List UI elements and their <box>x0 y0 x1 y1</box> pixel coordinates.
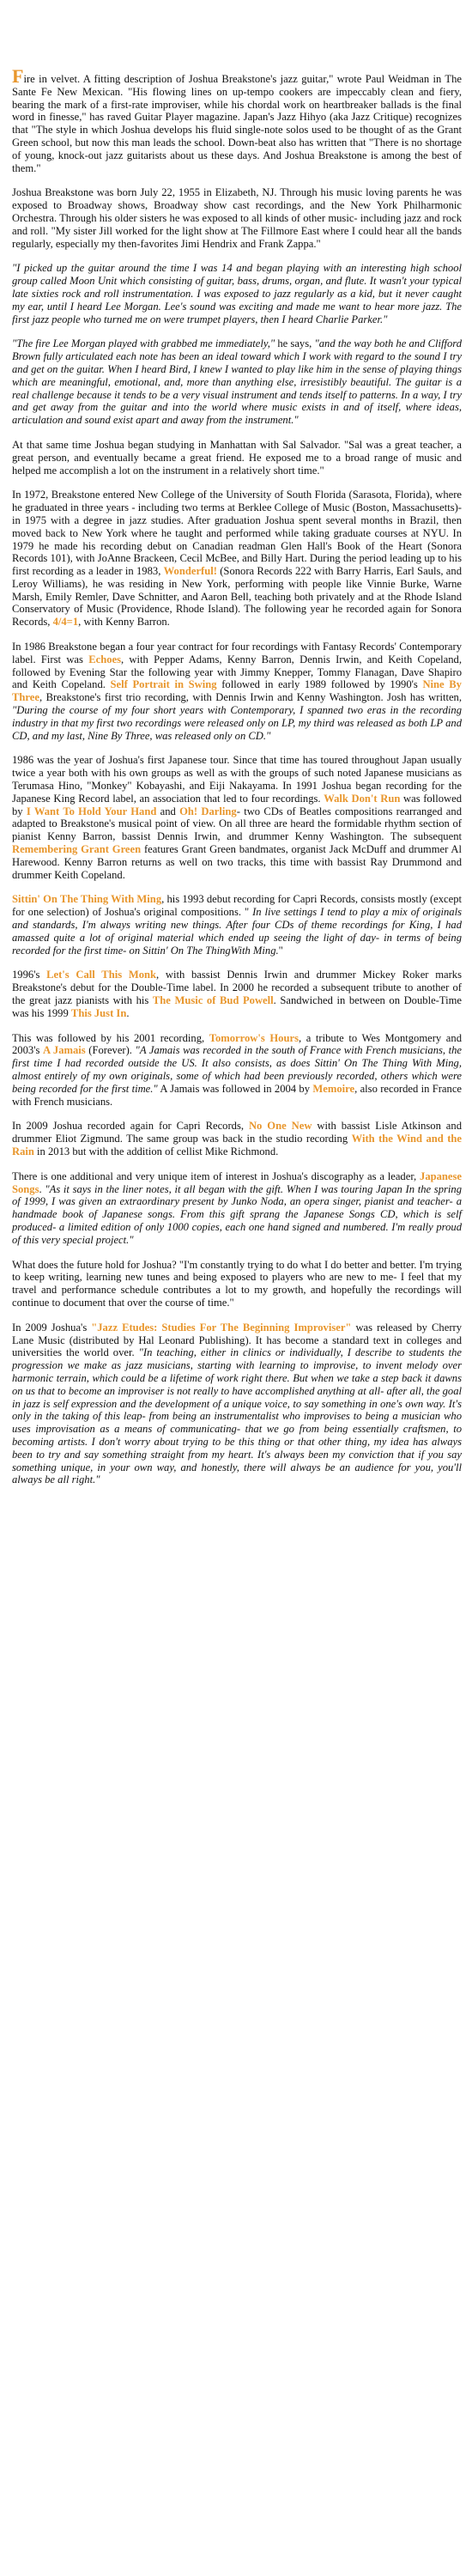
paragraph <box>12 186 462 250</box>
text-run: ire in velvet. A fitting description of Joshua Breakstone's jazz guitar," wrote Paul Weidman in The Sante Fe New Mexican. "His flowing lines on up-tempo cookers are impeccably clean and fiery, bearing the mark of a first-rate improviser, while his chordal work on heartbreaker ballads is the final word in finesse," has raved Guitar Player magazine. Japan's Jazz Hihyo (aka Jazz Critique) recognizes that "The style in which Joshua develops his fluid single-note solos used to be thought of as the Grant Green school, but now this man leads the school. Down-beat also has written that "There is no shortage of young, knock-out jazz guitarists about us these days. And Joshua Breakstone is among the best of them." <box>12 73 462 174</box>
text-run: was released by Cherry Lane Music (distributed by Hal Leonard Publishing). It has become a standard text in colleges and universities the world over. <box>12 1321 462 1359</box>
text-run: , Breakstone's first trio recording, with Dennis Irwin and Kenny Washington. Josh has written, <box>39 691 462 704</box>
text-run: In 2009 Joshua's <box>12 1321 92 1334</box>
paragraph <box>12 754 462 881</box>
quote-text: "As it says in the liner notes, it all began with the gift. When I was touring Japan In the spring of 1999, I was given an extraordinary present by Junko Noda, an opera singer, pianist and teacher- a handmade book of Japanese songs. From this gift sprang the Japanese Songs CD, which is self produced- a limited edition of only 1000 copies, each one hand signed and numbered. I'm really proud of this very special project." <box>12 1182 462 1246</box>
text-run: he says, <box>275 337 315 350</box>
album-title: No One New <box>248 1120 312 1133</box>
paragraph <box>12 337 462 427</box>
text-run: There is one additional and very unique item of interest in Joshua's discography as a leader, <box>12 1170 421 1182</box>
article-body <box>12 65 463 1486</box>
text-run: and <box>156 805 180 817</box>
album-title: 4/4=1 <box>52 616 79 629</box>
text-run: features Grant Green bandmates, organist Jack McDuff and drummer Al Harewood. Kenny Barron returns as well on two tracks, this time with bassist Ray Drummond and drummer Keith Copeland. <box>12 843 462 881</box>
text-run: Joshua Breakstone was born July 22, 1955 in Elizabeth, NJ. Through his music loving parents he was exposed to Broadway shows, Broadway show cast recordings, and the New York Philharmonic Orchestra. Through his older sisters he was exposed to all kinds of other music- including jazz and rock and roll. "My sister Jill worked for the light show at The Fillmore East where I could hear all the bands regularly, especially my then-favorites Jimi Hendrix and Frank Zappa." <box>12 186 462 250</box>
text-run: " <box>278 944 283 957</box>
quote-text: "In teaching, either in clinics or individually, I describe to students the progression we make as jazz musicians, starting with learning to improvise, to invent melody over harmonic terrain, which could be a lifetime of work right there. But when we take a step back it dawns on us that to become an improviser is not really to have accomplished anything at all- after all, the goal in jazz is self expression and the development of a unique voice, to say something in one's own way. It's only in the taking of this leap- from being an instrumentalist who improvises to being a musician who uses improvisation as a means of communicating- that we go from being essentially craftsmen, to becoming artists. I don't worry about trying to be this thing or that other thing, my idea has always been to try and say something straight from my heart. It's always been my conviction that if you say something unique, in your own way, and honestly, there will always be an audience for you, you'll always be all right." <box>12 1346 462 1486</box>
paragraph <box>12 1321 462 1486</box>
album-title: Remembering Grant Green <box>12 843 142 856</box>
text-run: , with Pepper Adams, Kenny Barron, Dennis Irwin, and Keith Copeland, followed by Evening Star the following year with Jimmy Knepper, Tommy Flanagan, Dave Shapiro and Keith Copeland. <box>12 653 462 691</box>
album-title: Tomorrow's Hours <box>209 1031 299 1044</box>
album-title: A Jamais <box>42 1044 86 1057</box>
text-run: (Forever). <box>85 1044 136 1057</box>
text-run: A Jamais was followed in 2004 by <box>157 1082 313 1095</box>
text-run: - two CDs of Beatles compositions rearranged and adapted to Breakstone's musical point of view. On all three are heard the formidable rhythm section of pianist Kenny Barron, bassist Dennis Irwin, and drummer Kenny Washington. The subsequent <box>12 805 462 843</box>
text-run: This was followed by his 2001 recording, <box>12 1031 209 1044</box>
album-title: Sittin' On The Thing With Ming <box>12 893 162 906</box>
album-title: I Want To Hold Your Hand <box>26 805 157 817</box>
paragraph <box>12 262 462 325</box>
quote-text: "The fire Lee Morgan played with grabbed me immediately," <box>12 337 275 350</box>
album-title: Oh! Darling <box>179 805 237 817</box>
quote-text: "I picked up the guitar around the time I was 14 and began playing with an interesting high school group called Moon Unit which consisting of guitar, bass, drums, organ, and flute. It wasn't your typical late sixties rock and roll instrumentation. I was exposed to jazz regularly as a kid, but it never caught my ear, until I heard Lee Morgan. Lee's sound was exciting and made me want to hear more jazz. The first jazz people who turned me on were trumpet players, then I heard Charlie Parker." <box>12 262 462 325</box>
text-run: , a tribute to Wes Montgomery and 2003's <box>12 1031 462 1057</box>
paragraph <box>12 65 462 174</box>
album-title: Japanese Songs <box>12 1170 462 1195</box>
text-run: with bassist Lisle Atkinson and drummer Eliot Zigmund. The same group was back in the studio recording <box>12 1120 462 1145</box>
text-run: was followed by <box>12 792 463 817</box>
album-title: "Jazz Etudes: Studies For The Beginning Improviser" <box>91 1321 352 1334</box>
paragraph <box>12 489 462 629</box>
text-run: followed in early 1989 followed by 1990's <box>216 678 423 691</box>
album-title: Let's Call This Monk <box>46 969 157 981</box>
album-title: This Just In <box>70 1006 127 1019</box>
paragraph <box>12 1259 462 1309</box>
paragraph <box>12 1032 462 1109</box>
text-run: At that same time Joshua began studying in Manhattan with Sal Salvador. "Sal was a great teacher, a great person, and eventually became a great friend. He exposed me to a broad range of music and helped me accomplish a lot on the instrument in a relatively short time." <box>12 438 462 477</box>
text-run: , with bassist Dennis Irwin and drummer Mickey Roker marks Breakstone's debut for the Double-Time label. In 2000 he recorded a subsequent tribute to another of the great jazz pianists with his <box>12 969 462 1006</box>
album-title: Nine By Three <box>12 678 462 704</box>
album-title: Memoire <box>312 1082 355 1095</box>
paragraph <box>12 439 462 477</box>
text-run: In 1986 Breakstone began a four year contract for four recordings with Fantasy Records' Contemporary label. First was <box>12 641 462 665</box>
album-title: Echoes <box>88 653 121 665</box>
text-run: in 2013 but with the addition of cellist Mike Richmond. <box>33 1145 279 1157</box>
quote-text: "During the course of my four short years with Contemporary, I spanned two eras in the recording industry in that my first two recordings were released only on LP, my third was released as both LP and CD, and my last, Nine By Three, was released only on CD." <box>12 704 462 742</box>
quote-text: "A Jamais was recorded in the south of France with French musicians, the first time I had recorded outside the US. It also consists, as does Sittin' On The Thing With Ming, almost entirely of my own originals, some of which had been previously recorded, others which were being recorded for the first time." <box>12 1044 462 1095</box>
paragraph <box>12 893 462 957</box>
album-title: The Music of Bud Powell <box>152 994 274 1006</box>
text-run: , his 1993 debut recording for Capri Records, consists mostly (except for one selection) of Joshua's original compositions. " <box>12 893 463 919</box>
text-run: What does the future hold for Joshua? "I'm constantly trying to do what I do better and better. I'm trying to keep writing, learning new tunes and being exposed to players who are new to me- I feel that my travel and performance schedule contributes a lot to my growth, and hopefully the recordings will continue to document that over the course of time." <box>12 1258 462 1309</box>
text-run: . Sandwiched in between on Double-Time was his 1999 <box>12 994 462 1019</box>
text-run: , with Kenny Barron. <box>78 616 170 629</box>
text-run: 1986 was the year of Joshua's first Japanese tour. Since that time has toured throughout Japan usually twice a year both with his own groups as well as with the groups of such noted Japanese musicians as Terumasa Hino, "Monkey" Kobayashi, and Eiji Nakayama. In 1991 Joshua began recording for the Japanese King Record label, an association that led to four recordings. <box>12 754 462 805</box>
text-run: 1996's <box>12 969 47 981</box>
album-title: Walk Don't Run <box>324 792 401 805</box>
text-run: , also recorded in France with French musicians. <box>12 1082 463 1108</box>
text-run: In 2009 Joshua recorded again for Capri Records, <box>12 1120 249 1133</box>
quote-text: In live settings I tend to play a mix of originals and standards, I'm always writing new things. After four CDs of theme recordings for King, I had amassed quite a lot of original material which ended up seeing the light of day- in terms of being recorded for the first time- on Sittin' On The ThingWith Ming. <box>12 906 462 957</box>
drop-cap: F <box>12 65 24 87</box>
album-title: With the Wind and the Rain <box>12 1133 462 1157</box>
text-run: . <box>39 1182 45 1195</box>
quote-text: "and the way both he and Clifford Brown fully articulated each note has been an ideal toward which I work with regard to the sound I try and get on the guitar. When I heard Bird, I knew I wanted to play like him in the sense of playing things which are meaningful, emotional, and, more than anything else, irresistibly beautiful. The guitar is a real challenge because it tends to be a very visual instrument and tends itself to patterns. In a way, I try and get away from the guitar and into the world where music exists in and of itself, where ideas, articulation and sound exist apart and away from the instrument." <box>12 337 462 427</box>
paragraph <box>12 641 462 742</box>
paragraph <box>12 1120 462 1157</box>
text-run: . <box>126 1006 130 1019</box>
paragraph <box>12 1170 462 1247</box>
album-title: Wonderful! <box>163 565 217 578</box>
album-title: Self Portrait in Swing <box>110 678 217 691</box>
text-run: In 1972, Breakstone entered New College of the University of South Florida (Sarasota, Florida), where he graduated in three years - including two terms at Berklee College of Music (Boston, Massachusetts)- in 1975 with a degree in jazz studies. After graduation Joshua spent several months in Brazil, then moved back to New York where he taught and performed while taking graduate courses at NYU. In 1979 he made his recording debut on Canadian readman Glen Hall's Book of the Heart (Sonora Records 101), with JoAnne Brackeen, Cecil McBee, and Billy Hart. During the period leading up to his first recording as a leader in 1983, <box>12 489 462 578</box>
text-run: (Sonora Records 222 with Barry Harris, Earl Sauls, and Leroy Williams), he was residing in New York, performing with people like Vinnie Burke, Warne Marsh, Emily Remler, Dave Schnitter, and Aaron Bell, teaching both privately and at the Rhode Island Conservatory of Music (Providence, Rhode Island). The following year he recorded again for Sonora Records, <box>12 565 462 629</box>
paragraph <box>12 969 462 1019</box>
